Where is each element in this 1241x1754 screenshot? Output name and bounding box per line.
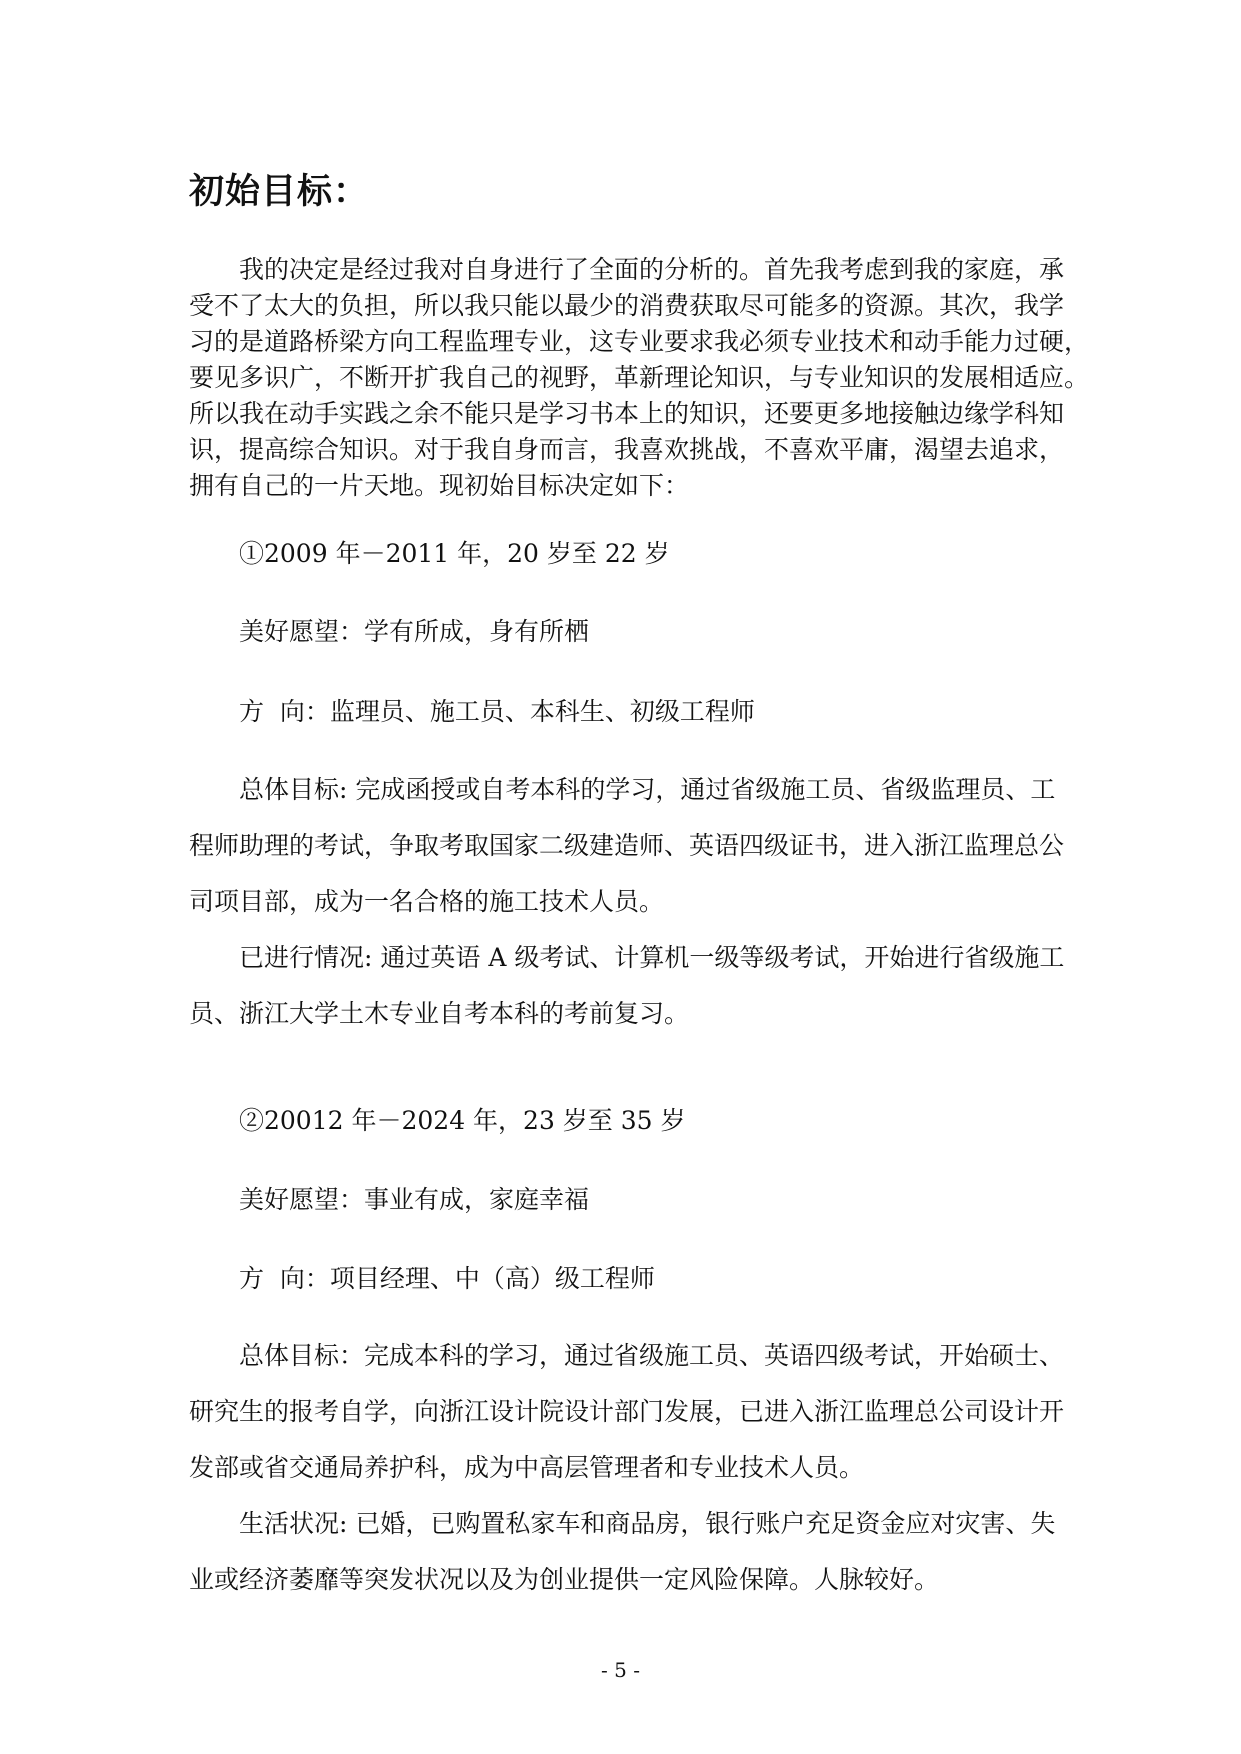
stage2-life [189, 1496, 1059, 1608]
stage2-life-line: 业或经济萎靡等突发状况以及为创业提供一定风险保障。人脉较好。 [189, 1565, 940, 1594]
intro-line: 拥有自己的一片天地。现初始目标决定如下： [189, 471, 690, 500]
stage1-direction-text: 方 向：监理员、施工员、本科生、初级工程师 [239, 697, 755, 726]
stage2-life-line: 生活状况: 已婚，已购置私家车和商品房，银行账户充足资金应对灾害、失 [239, 1509, 1056, 1538]
stage1-period [189, 526, 1059, 582]
intro-line: 我的决定是经过我对自身进行了全面的分析的。首先我考虑到我的家庭，承 [239, 255, 1065, 284]
stage1-direction [189, 684, 1059, 740]
intro-line: 识，提高综合知识。对于我自身而言，我喜欢挑战，不喜欢平庸，渴望去追求， [189, 435, 1065, 464]
stage1-wish-text: 美好愿望：学有所成，身有所栖 [239, 617, 590, 646]
stage2-period [189, 1093, 1059, 1149]
page-number: - 5 - [601, 1658, 640, 1682]
stage2-goal [189, 1328, 1065, 1496]
stage2-wish [189, 1172, 1059, 1228]
stage1-goal [189, 762, 1065, 930]
stage1-progress-line: 员、浙江大学土木专业自考本科的考前复习。 [189, 999, 690, 1028]
stage2-direction-text: 方 向：项目经理、中（高）级工程师 [239, 1264, 655, 1293]
intro-line: 要见多识广，不断开扩我自己的视野，革新理论知识，与专业知识的发展相适应。 [189, 363, 1090, 392]
stage1-goal-line: 总体目标: 完成函授或自考本科的学习，通过省级施工员、省级监理员、工 [239, 775, 1056, 804]
stage1-wish [189, 604, 1059, 660]
stage2-wish-text: 美好愿望：事业有成，家庭幸福 [239, 1185, 590, 1214]
stage2-direction [189, 1251, 1059, 1307]
stage2-goal-line: 研究生的报考自学，向浙江设计院设计部门发展，已进入浙江监理总公司设计开 [189, 1397, 1065, 1426]
intro-line: 所以我在动手实践之余不能只是学习书本上的知识，还要更多地接触边缘学科知 [189, 399, 1065, 428]
stage1-goal-line: 司项目部，成为一名合格的施工技术人员。 [189, 887, 665, 916]
stage2-goal-line: 发部或省交通局养护科，成为中高层管理者和专业技术人员。 [189, 1453, 865, 1482]
section-heading: 初始目标： [189, 172, 370, 212]
stage1-progress [189, 930, 1065, 1042]
stage2-period-text: ②20012 年－2024 年，23 岁至 35 岁 [239, 1106, 686, 1135]
stage1-progress-line: 已进行情况: 通过英语 A 级考试、计算机一级等级考试，开始进行省级施工 [239, 943, 1065, 972]
stage1-period-text: ①2009 年－2011 年，20 岁至 22 岁 [239, 539, 670, 568]
intro-line: 受不了太大的负担，所以我只能以最少的消费获取尽可能多的资源。其次，我学 [189, 291, 1065, 320]
stage1-goal-line: 程师助理的考试，争取考取国家二级建造师、英语四级证书，进入浙江监理总公 [189, 831, 1065, 860]
stage2-goal-line: 总体目标：完成本科的学习，通过省级施工员、英语四级考试，开始硕士、 [239, 1341, 1065, 1370]
intro-line: 习的是道路桥梁方向工程监理专业，这专业要求我必须专业技术和动手能力过硬， [189, 327, 1090, 356]
intro-paragraph [189, 252, 1090, 504]
